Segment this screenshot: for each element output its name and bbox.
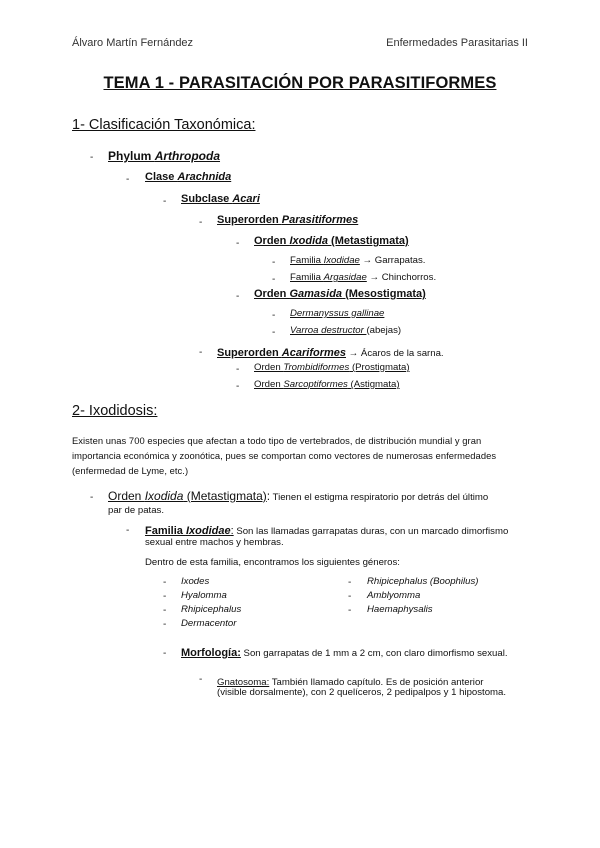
- clase-item: [145, 171, 231, 183]
- bullet: -: [90, 152, 94, 163]
- bullet: -: [90, 492, 94, 503]
- intro-line: Existen unas 700 especies que afectan a todo tipo de vertebrados, de distribución mundial y gran: [72, 435, 482, 446]
- orden2-item: [254, 288, 426, 300]
- morfologia-line: [181, 643, 508, 661]
- morfologia-text: Son garrapatas de 1 mm a 2 cm, con claro dimorfismo sexual.: [240, 648, 508, 659]
- especie2-item: [290, 325, 401, 336]
- s2-familia-colon: :: [230, 525, 234, 537]
- especie2-note: (abejas): [366, 325, 402, 336]
- s2-orden-suffix: (Metastigmata): [183, 489, 267, 503]
- gnatosoma-label: Gnatosoma:: [217, 677, 270, 688]
- orden3-name: Trombidiformes: [283, 362, 350, 373]
- orden3-prefix: Orden: [254, 362, 284, 373]
- bullet: -: [163, 196, 167, 207]
- superorden1-item: [217, 214, 358, 226]
- s2-orden-name: Ixodida: [144, 489, 184, 503]
- phylum-item: [108, 149, 220, 163]
- section1-heading: 1- Clasificación Taxonómica:: [72, 117, 256, 133]
- gnatosoma-text: También llamado capítulo. Es de posición anterior: [269, 677, 484, 688]
- familia1-prefix: Familia: [290, 255, 324, 266]
- orden2-suffix: (Mesostigmata): [342, 288, 426, 300]
- s2-orden-line: [108, 487, 488, 505]
- bullet: -: [272, 257, 276, 268]
- especie2-name: Varroa destructor: [290, 325, 367, 336]
- familia1-item: [290, 255, 425, 266]
- orden1-prefix: Orden: [254, 235, 290, 247]
- s2-orden-text-2: par de patas.: [108, 505, 165, 516]
- clase-name: Arachnida: [177, 171, 232, 183]
- familia1-name: Ixodidae: [323, 255, 360, 266]
- familia1-note: → Garrapatas.: [359, 255, 426, 266]
- subclase-prefix: Subclase: [181, 193, 233, 205]
- familia2-item: [290, 272, 436, 283]
- bullet: -: [163, 619, 167, 630]
- s2-familia-text-2: sexual entre machos y hembras.: [145, 537, 284, 548]
- s2-familia-text: Son las llamadas garrapatas duras, con un marcado dimorfismo: [233, 526, 509, 537]
- familia2-prefix: Familia: [290, 272, 324, 283]
- bullet: -: [199, 217, 203, 228]
- intro-line: importancia económica y zoonótica, pues se comportan como vectores de numerosas enfermedades: [72, 450, 497, 461]
- familia2-note: → Chinchorros.: [366, 272, 437, 283]
- genus-item: Rhipicephalus (Boophilus): [367, 576, 479, 587]
- superorden1-name: Parasitiformes: [281, 214, 359, 226]
- bullet: -: [236, 381, 240, 392]
- bullet: -: [272, 310, 276, 321]
- orden1-name: Ixodida: [289, 235, 328, 247]
- superorden2-note: → Ácaros de la sarna.: [346, 348, 444, 359]
- orden3-item: [254, 362, 410, 373]
- bullet: -: [126, 525, 130, 536]
- section2-heading: 2- Ixodidosis:: [72, 403, 158, 419]
- intro-line: (enfermedad de Lyme, etc.): [72, 465, 189, 476]
- genera-intro: Dentro de esta familia, encontramos los siguientes géneros:: [145, 557, 400, 568]
- especie1-item: [290, 308, 384, 319]
- orden2-prefix: Orden: [254, 288, 290, 300]
- gnatosoma-text-2: (visible dorsalmente), con 2 quelíceros, 2 pedipalpos y 1 hipostoma.: [217, 687, 507, 698]
- especie1-name: Dermanyssus gallinae: [290, 308, 385, 319]
- bullet: -: [348, 577, 352, 588]
- genus-item: Ixodes: [181, 576, 210, 587]
- genus-item: Rhipicephalus: [181, 604, 242, 615]
- bullet: -: [348, 591, 352, 602]
- s2-orden-colon: :: [266, 489, 271, 503]
- orden4-suffix: (Astigmata): [347, 379, 400, 390]
- bullet: -: [163, 591, 167, 602]
- genus-item: Hyalomma: [181, 590, 227, 601]
- s2-orden-prefix: Orden: [108, 489, 145, 503]
- bullet: -: [348, 605, 352, 616]
- morfologia-label: Morfología:: [181, 647, 241, 659]
- bullet: -: [199, 674, 203, 685]
- bullet: -: [236, 238, 240, 249]
- superorden1-prefix: Superorden: [217, 214, 282, 226]
- s2-familia-name: Ixodidae: [185, 525, 231, 537]
- orden4-prefix: Orden: [254, 379, 284, 390]
- familia2-name: Argasidae: [323, 272, 367, 283]
- orden2-name: Gamasida: [289, 288, 343, 300]
- s2-familia-prefix: Familia: [145, 525, 186, 537]
- bullet: -: [163, 577, 167, 588]
- clase-prefix: Clase: [145, 171, 178, 183]
- superorden2-name: Acariformes: [281, 347, 346, 359]
- page-title: TEMA 1 - PARASITACIÓN POR PARASITIFORMES: [103, 74, 497, 92]
- bullet: -: [163, 648, 167, 659]
- genus-item: Dermacentor: [181, 618, 237, 629]
- orden1-suffix: (Metastigmata): [327, 235, 409, 247]
- intro-paragraph: [72, 433, 532, 478]
- subclase-name: Acari: [232, 193, 260, 205]
- bullet: -: [199, 347, 203, 358]
- bullet: -: [163, 605, 167, 616]
- bullet: -: [272, 327, 276, 338]
- bullet: -: [126, 174, 130, 185]
- orden1-item: [254, 235, 409, 247]
- header-author: Álvaro Martín Fernández: [72, 37, 194, 49]
- header-subject: Enfermedades Parasitarias II: [386, 37, 528, 49]
- subclase-item: [181, 193, 260, 205]
- genus-item: Amblyomma: [367, 590, 421, 601]
- genus-item: Haemaphysalis: [367, 604, 433, 615]
- bullet: -: [272, 274, 276, 285]
- orden4-item: [254, 379, 400, 390]
- phylum-name: Arthropoda: [154, 149, 221, 163]
- superorden2-item: [217, 343, 444, 361]
- orden3-suffix: (Prostigmata): [349, 362, 410, 373]
- orden4-name: Sarcoptiformes: [283, 379, 348, 390]
- bullet: -: [236, 291, 240, 302]
- superorden2-prefix: Superorden: [217, 347, 282, 359]
- bullet: -: [236, 364, 240, 375]
- s2-orden-text: Tienen el estigma respiratorio por detrás del último: [270, 492, 489, 503]
- phylum-prefix: Phylum: [108, 149, 155, 163]
